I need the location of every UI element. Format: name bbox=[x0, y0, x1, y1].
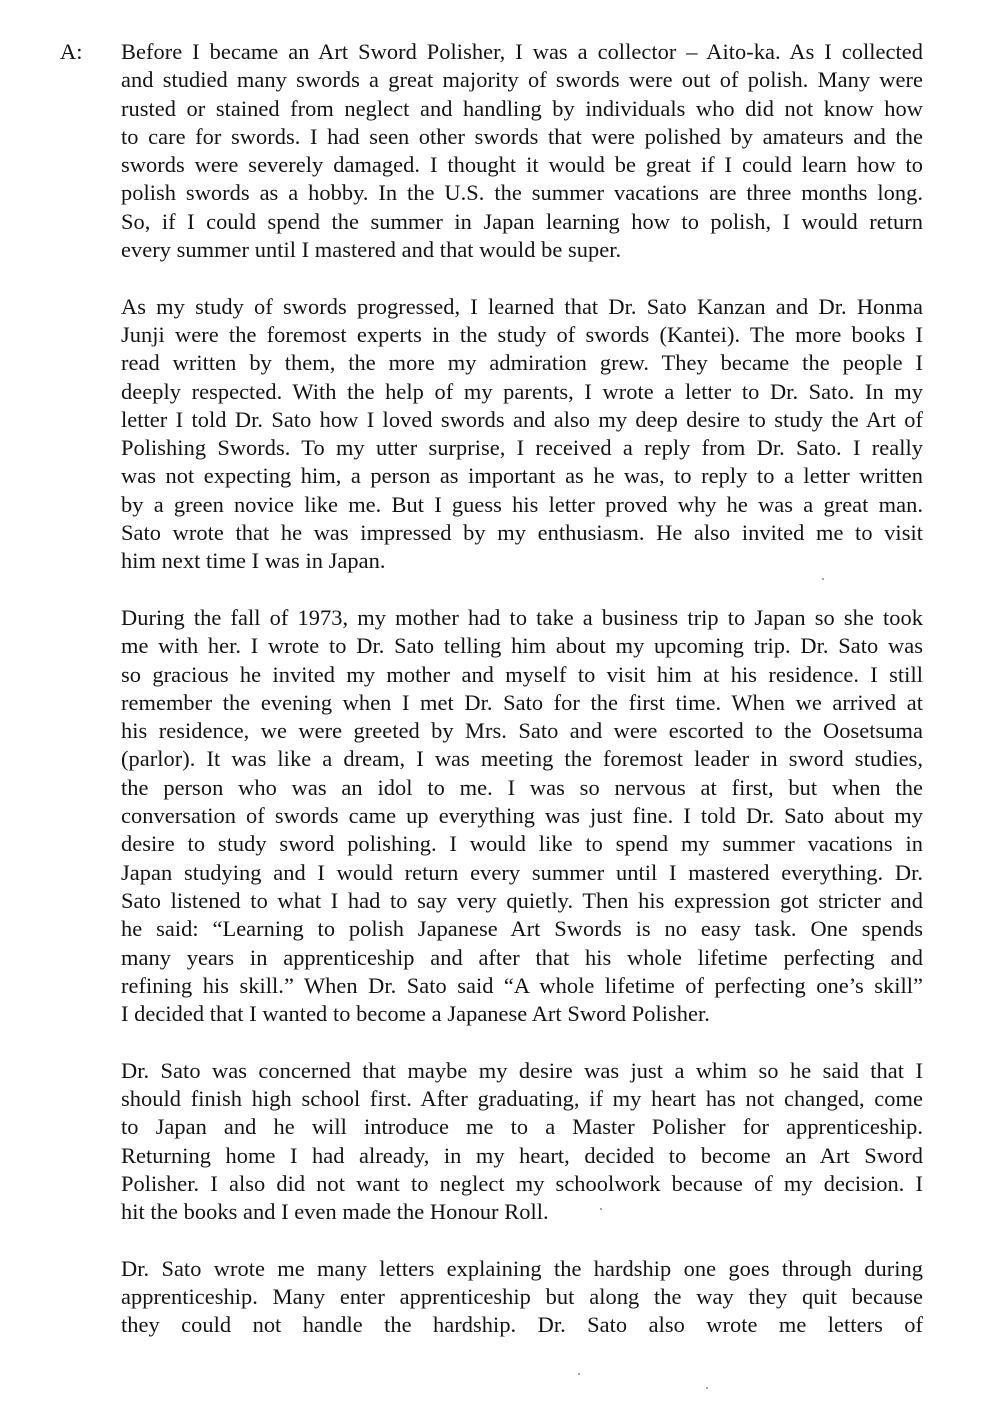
scan-speck bbox=[822, 578, 824, 580]
text-line: Sato wrote that he was impressed by my enthusiasm. He also invited me to visit bbox=[121, 520, 923, 546]
text-line: they could not handle the hardship. Dr. Sato also wrote me letters of bbox=[121, 1312, 923, 1338]
text-line: should finish high school first. After graduating, if my heart has not changed, come bbox=[121, 1085, 923, 1111]
text-line: (parlor). It was like a dream, I was meeting the foremost leader in sword studies, bbox=[121, 746, 923, 772]
text-line: I decided that I wanted to become a Japanese Art Sword Polisher. bbox=[121, 1001, 710, 1027]
text-line: Sato listened to what I had to say very quietly. Then his expression got stricter and bbox=[121, 887, 923, 913]
text-line: Polisher. I also did not want to neglect my schoolwork because of my decision. I bbox=[121, 1170, 923, 1196]
text-line: conversation of swords came up everything was just fine. I told Dr. Sato about my bbox=[121, 803, 923, 829]
paragraph bbox=[121, 293, 923, 576]
text-line: swords were severely damaged. I thought it would be great if I could learn how to bbox=[121, 152, 923, 178]
text-line: was not expecting him, a person as important as he was, to reply to a letter written bbox=[121, 463, 923, 489]
text-line: the person who was an idol to me. I was so nervous at first, but when the bbox=[121, 774, 923, 800]
text-line: so gracious he invited my mother and myself to visit him at his residence. I still bbox=[121, 661, 923, 687]
text-line: to Japan and he will introduce me to a Master Polisher for apprenticeship. bbox=[121, 1114, 923, 1140]
text-line: As my study of swords progressed, I learned that Dr. Sato Kanzan and Dr. Honma bbox=[121, 293, 923, 319]
text-line: read written by them, the more my admiration grew. They became the people I bbox=[121, 350, 923, 376]
paragraph bbox=[121, 1255, 923, 1340]
text-line: Dr. Sato wrote me many letters explaining the hardship one goes through during bbox=[121, 1255, 923, 1281]
body-text bbox=[121, 38, 923, 1340]
text-line: rusted or stained from neglect and handling by individuals who did not know how bbox=[121, 95, 923, 121]
text-line: to care for swords. I had seen other swords that were polished by amateurs and the bbox=[121, 123, 923, 149]
text-line: Before I became an Art Sword Polisher, I was a collector – Aito-ka. As I collected bbox=[121, 39, 923, 64]
scan-speck bbox=[578, 1373, 580, 1375]
text-line: polish swords as a hobby. In the U.S. the summer vacations are three months long. bbox=[121, 180, 923, 206]
scan-speck bbox=[706, 1387, 708, 1389]
text-line: and studied many swords a great majority of swords were out of polish. Many were bbox=[121, 67, 923, 93]
text-line: his residence, we were greeted by Mrs. Sato and were escorted to the Oosetsuma bbox=[121, 718, 923, 744]
text-line: hit the books and I even made the Honour Roll. bbox=[121, 1199, 549, 1225]
text-line: Dr. Sato was concerned that maybe my desire was just a whim so he said that I bbox=[121, 1057, 923, 1083]
text-line: desire to study sword polishing. I would like to spend my summer vacations in bbox=[121, 831, 923, 857]
text-line: he said: “Learning to polish Japanese Art Swords is no easy task. One spends bbox=[121, 916, 923, 942]
text-line: me with her. I wrote to Dr. Sato telling him about my upcoming trip. Dr. Sato was bbox=[121, 633, 923, 659]
text-line: Japan studying and I would return every summer until I mastered everything. Dr. bbox=[121, 859, 923, 885]
text-line: many years in apprenticeship and after that his whole lifetime perfecting and bbox=[121, 944, 923, 970]
text-line: remember the evening when I met Dr. Sato for the first time. When we arrived at bbox=[121, 689, 923, 715]
text-line: During the fall of 1973, my mother had to take a business trip to Japan so she took bbox=[121, 604, 923, 630]
paragraph bbox=[121, 604, 923, 1028]
text-line: him next time I was in Japan. bbox=[121, 548, 386, 574]
text-line: by a green novice like me. But I guess his letter proved why he was a great man. bbox=[121, 491, 923, 517]
text-line: Junji were the foremost experts in the study of swords (Kantei). The more books I bbox=[121, 321, 923, 347]
text-line: every summer until I mastered and that would be super. bbox=[121, 237, 622, 263]
text-line: refining his skill.” When Dr. Sato said “A whole lifetime of perfecting one’s skill” bbox=[121, 972, 923, 998]
paragraph bbox=[121, 1057, 923, 1227]
text-line: Polishing Swords. To my utter surprise, I received a reply from Dr. Sato. I really bbox=[121, 435, 923, 461]
text-line: letter I told Dr. Sato how I loved swords and also my deep desire to study the Art of bbox=[121, 406, 923, 432]
answer-marker: A: bbox=[60, 39, 83, 64]
paragraph bbox=[121, 38, 923, 264]
text-line: apprenticeship. Many enter apprenticeship but along the way they quit because bbox=[121, 1284, 923, 1310]
text-line: Returning home I had already, in my heart, decided to become an Art Sword bbox=[121, 1142, 923, 1168]
text-line: So, if I could spend the summer in Japan learning how to polish, I would return bbox=[121, 208, 923, 234]
scan-speck bbox=[600, 1208, 602, 1210]
text-line: deeply respected. With the help of my parents, I wrote a letter to Dr. Sato. In my bbox=[121, 378, 923, 404]
